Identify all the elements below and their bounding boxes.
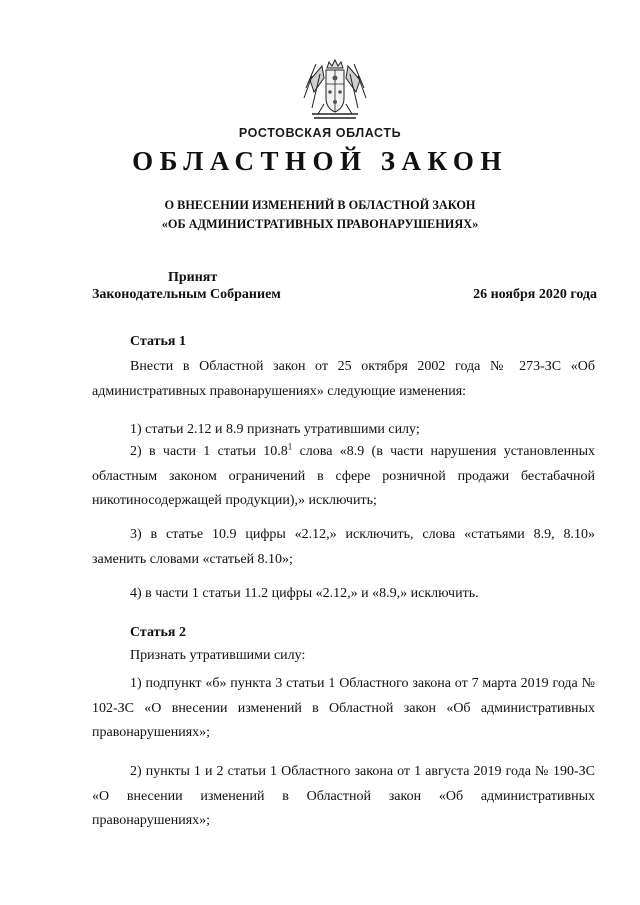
adoption-date: 26 ноября 2020 года [473, 287, 597, 302]
article-1-heading: Статья 1 [130, 334, 186, 349]
article-2-intro: Признать утратившими силу: [130, 648, 306, 663]
adoption-body: Законодательным Собранием [92, 287, 281, 302]
law-title-line-1: О ВНЕСЕНИИ ИЗМЕНЕНИЙ В ОБЛАСТНОЙ ЗАКОН [164, 198, 476, 212]
document-type-title: ОБЛАСТНОЙ ЗАКОН [132, 146, 508, 176]
article-2-item-1: 1) подпункт «б» пункта 3 статьи 1 Областного закона от 7 марта 2019 года № 102-ЗС «О внесении изменений в Областной закон «Об административных правонарушениях»; [92, 676, 595, 740]
article-1-item-2-rest: слова «8.9 (в части нарушения установленных областным законом ограничений в сфере розничной продажи бестабачной никотиносодержащей продукции),» исключить; [92, 444, 595, 508]
article-1-item-3: 3) в статье 10.9 цифры «2.12,» исключить, слова «статьями 8.9, 8.10» заменить словами «статьей 8.10»; [92, 527, 595, 567]
rostov-oblast-coat-of-arms-emblem [300, 58, 370, 124]
article-1-item-4: 4) в части 1 статьи 11.2 цифры «2.12,» и «8.9,» исключить. [130, 586, 479, 601]
article-2-heading: Статья 2 [130, 625, 186, 640]
article-1-item-1: 1) статьи 2.12 и 8.9 признать утратившими силу; [130, 422, 420, 437]
law-title-line-2: «ОБ АДМИНИСТРАТИВНЫХ ПРАВОНАРУШЕНИЯХ» [161, 217, 479, 231]
article-1-item-2 [92, 440, 595, 514]
adoption-label: Принят [168, 270, 218, 285]
article-1-intro: Внести в Областной закон от 25 октября 2002 года № 273-ЗС «Об административных правонарушениях» следующие изменения: [92, 359, 595, 399]
article-1-item-2-superscript: 1 [287, 441, 293, 452]
region-name: РОСТОВСКАЯ ОБЛАСТЬ [238, 126, 402, 140]
article-2-item-2: 2) пункты 1 и 2 статьи 1 Областного закона от 1 августа 2019 года № 190-ЗС «О внесении изменений в Областной закон «Об административных правонарушениях»; [92, 764, 595, 828]
article-1-item-2-start: 2) в части 1 статьи 10.8 [130, 444, 288, 459]
